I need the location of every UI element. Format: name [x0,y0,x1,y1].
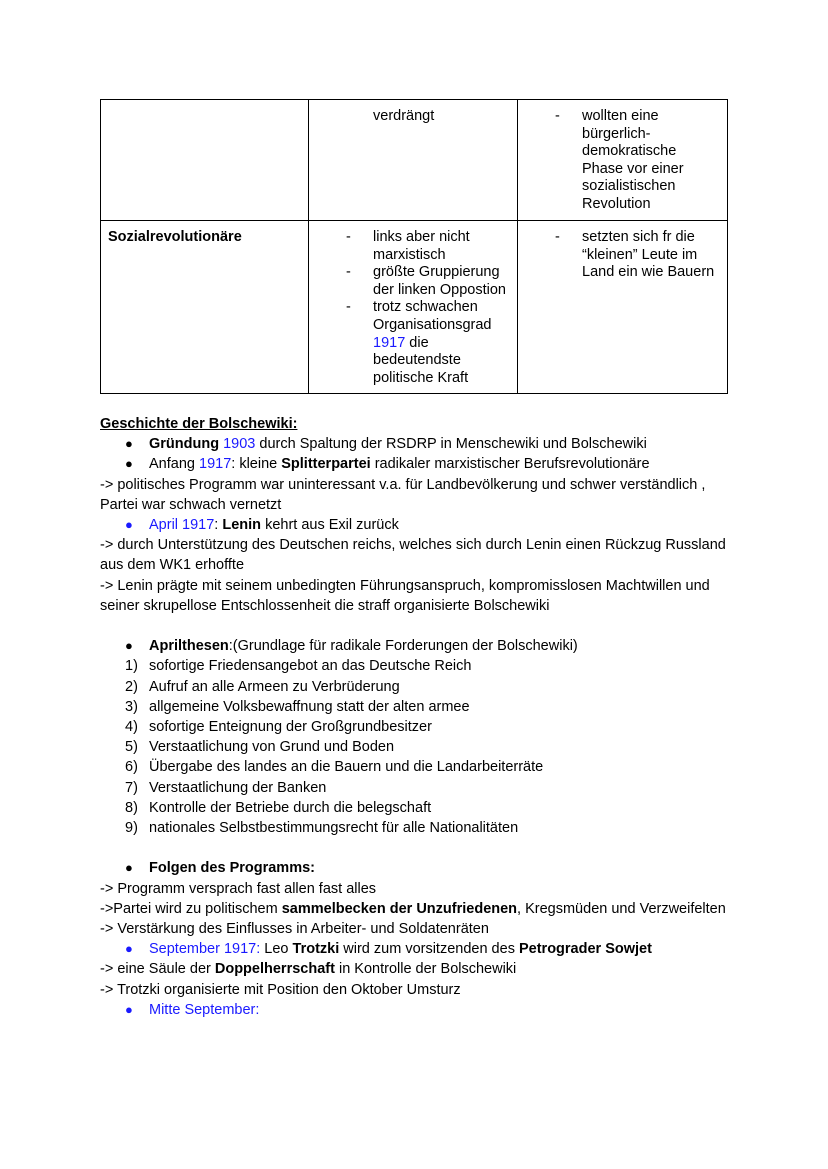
numbered-item [100,677,740,697]
text: allgemeine Volksbewaffnung statt der alten armee [149,698,470,715]
bullet-icon: ● [125,436,133,452]
bullet-item [100,515,740,535]
text: , Kregsmüden und Verzweifelten [517,900,726,917]
paragraph: -> Trotzki organisierte mit Position den Oktober Umsturz [100,981,461,998]
date-highlight: Mitte September: [149,1001,260,1018]
date-highlight: April 1917 [149,517,215,534]
bullet-item [100,434,740,454]
bold-text: Gründung [149,436,220,453]
bullet-item [100,858,740,878]
text: nationales Selbstbestimmungsrecht für alle Nationalitäten [149,820,519,837]
dash-list-item [316,264,509,299]
item-number: 1) [125,658,138,675]
numbered-item [100,798,740,818]
dash-marker: - [346,264,351,281]
item-number: 2) [125,678,138,695]
item-number: 6) [125,759,138,776]
bold-text: Splitterpartei [281,456,371,473]
paragraph: -> politisches Programm war uninteressant v.a. für Landbevölkerung und schwer verständlich , Partei war schwach vernetzt [100,476,706,513]
text: wird zum vorsitzenden des [343,941,515,958]
bold-text: Folgen des Programms: [149,860,315,877]
text: : [214,517,219,534]
table-cell-party [101,100,309,221]
bold-text: Doppelherrschaft [214,961,335,978]
item-number: 4) [125,719,138,736]
paragraph: -> Lenin prägte mit seinem unbedingten Führungsanspruch, kompromisslosen Machtwillen und seiner skrupellose Entschlossenheit die straff organisierte Bolschewiki [100,577,710,614]
bullet-icon: ● [125,941,133,957]
table-cell-features [309,221,518,394]
text: sofortige Enteignung der Großgrundbesitzer [149,719,432,736]
text: Aufruf an alle Armeen zu Verbrüderung [149,678,400,695]
dash-marker: - [555,108,560,124]
history-section [100,414,740,1020]
text: kehrt aus Exil zurück [265,517,399,534]
party-name: Sozialrevolutionäre [108,229,242,245]
numbered-item [100,656,740,676]
item-number: 8) [125,799,138,816]
parties-table [100,99,728,394]
numbered-item [100,737,740,757]
text: Kontrolle der Betriebe durch die belegschaft [149,799,432,816]
table-row [101,100,728,221]
year-highlight: 1917 [373,334,406,351]
list-item-text: setzten sich fr die “kleinen” Leute im Land ein wie Bauern [582,229,715,281]
text: ->Partei wird zu politischem [100,900,278,917]
bullet-icon: ● [125,638,133,654]
text: -> eine Säule der [100,961,211,978]
text: durch Spaltung der RSDRP in Menschewiki und Bolschewiki [259,436,647,453]
year-highlight: 1917 [199,456,232,473]
section-heading: Geschichte der Bolschewiki: [100,416,298,432]
text: Verstaatlichung von Grund und Boden [149,739,395,756]
numbered-item [100,697,740,717]
table-row [101,221,728,394]
numbered-item [100,757,740,777]
text: Verstaatlichung der Banken [149,779,327,796]
text: : kleine [231,456,278,473]
list-item-text: trotz schwachen Organisationsgrad [373,299,492,333]
numbered-item [100,818,740,838]
text: Anfang [149,456,195,473]
bold-text: Aprilthesen [149,638,229,655]
bullet-icon: ● [125,517,133,533]
text: Übergabe des landes an die Bauern und die Landarbeiterräte [149,759,544,776]
numbered-item [100,717,740,737]
date-highlight: September 1917: [149,941,261,958]
table-cell-goals [518,100,728,221]
bullet-icon: ● [125,456,133,472]
dash-marker: - [346,229,351,245]
year-highlight: 1903 [223,436,256,453]
text: :(Grundlage für radikale Forderungen der Bolschewiki) [228,638,578,655]
bullet-item [100,939,740,959]
bullet-icon: ● [125,1001,133,1017]
table-cell-party [101,221,309,394]
dash-marker: - [346,299,351,316]
paragraph: -> Verstärkung des Einflusses in Arbeiter- und Soldatenräten [100,921,489,938]
item-number: 9) [125,820,138,837]
cell-text: verdrängt [373,108,435,124]
dash-list-item [525,229,719,282]
list-item-text: größte Gruppierung der linken Oppostion [373,264,506,298]
paragraph [100,959,740,979]
table-cell-goals [518,221,728,394]
bold-text: Lenin [222,517,262,534]
item-number: 7) [125,779,138,796]
dash-marker: - [555,229,560,245]
bold-text: Trotzki [292,941,340,958]
bullet-item [100,1000,740,1020]
paragraph [100,899,740,919]
text: Leo [264,941,289,958]
dash-list-item [316,299,509,387]
text: radikaler marxistischer Berufsrevolutionäre [374,456,650,473]
list-item-text: die bedeutendste politische Kraft [373,334,469,386]
text: sofortige Friedensangebot an das Deutsche Reich [149,658,472,675]
item-number: 3) [125,698,138,715]
bullet-item [100,454,740,474]
list-item-text: wollten eine bürgerlich-demokratische Phase vor einer sozialistischen Revolution [582,108,684,212]
bullet-item [100,636,740,656]
dash-list-item [525,108,719,214]
list-item-text: links aber nicht marxistisch [373,229,470,263]
paragraph: -> Programm versprach fast allen fast alles [100,880,377,897]
item-number: 5) [125,739,138,756]
table-cell-features [309,100,518,221]
bullet-icon: ● [125,860,133,876]
text: in Kontrolle der Bolschewiki [338,961,517,978]
dash-list-item [316,229,509,264]
paragraph: -> durch Unterstützung des Deutschen reichs, welches sich durch Lenin einen Rückzug Russland aus dem WK1 erhoffte [100,537,726,574]
bold-text: Petrograder Sowjet [518,941,652,958]
bold-text: sammelbecken der Unzufriedenen [281,900,518,917]
numbered-item [100,778,740,798]
